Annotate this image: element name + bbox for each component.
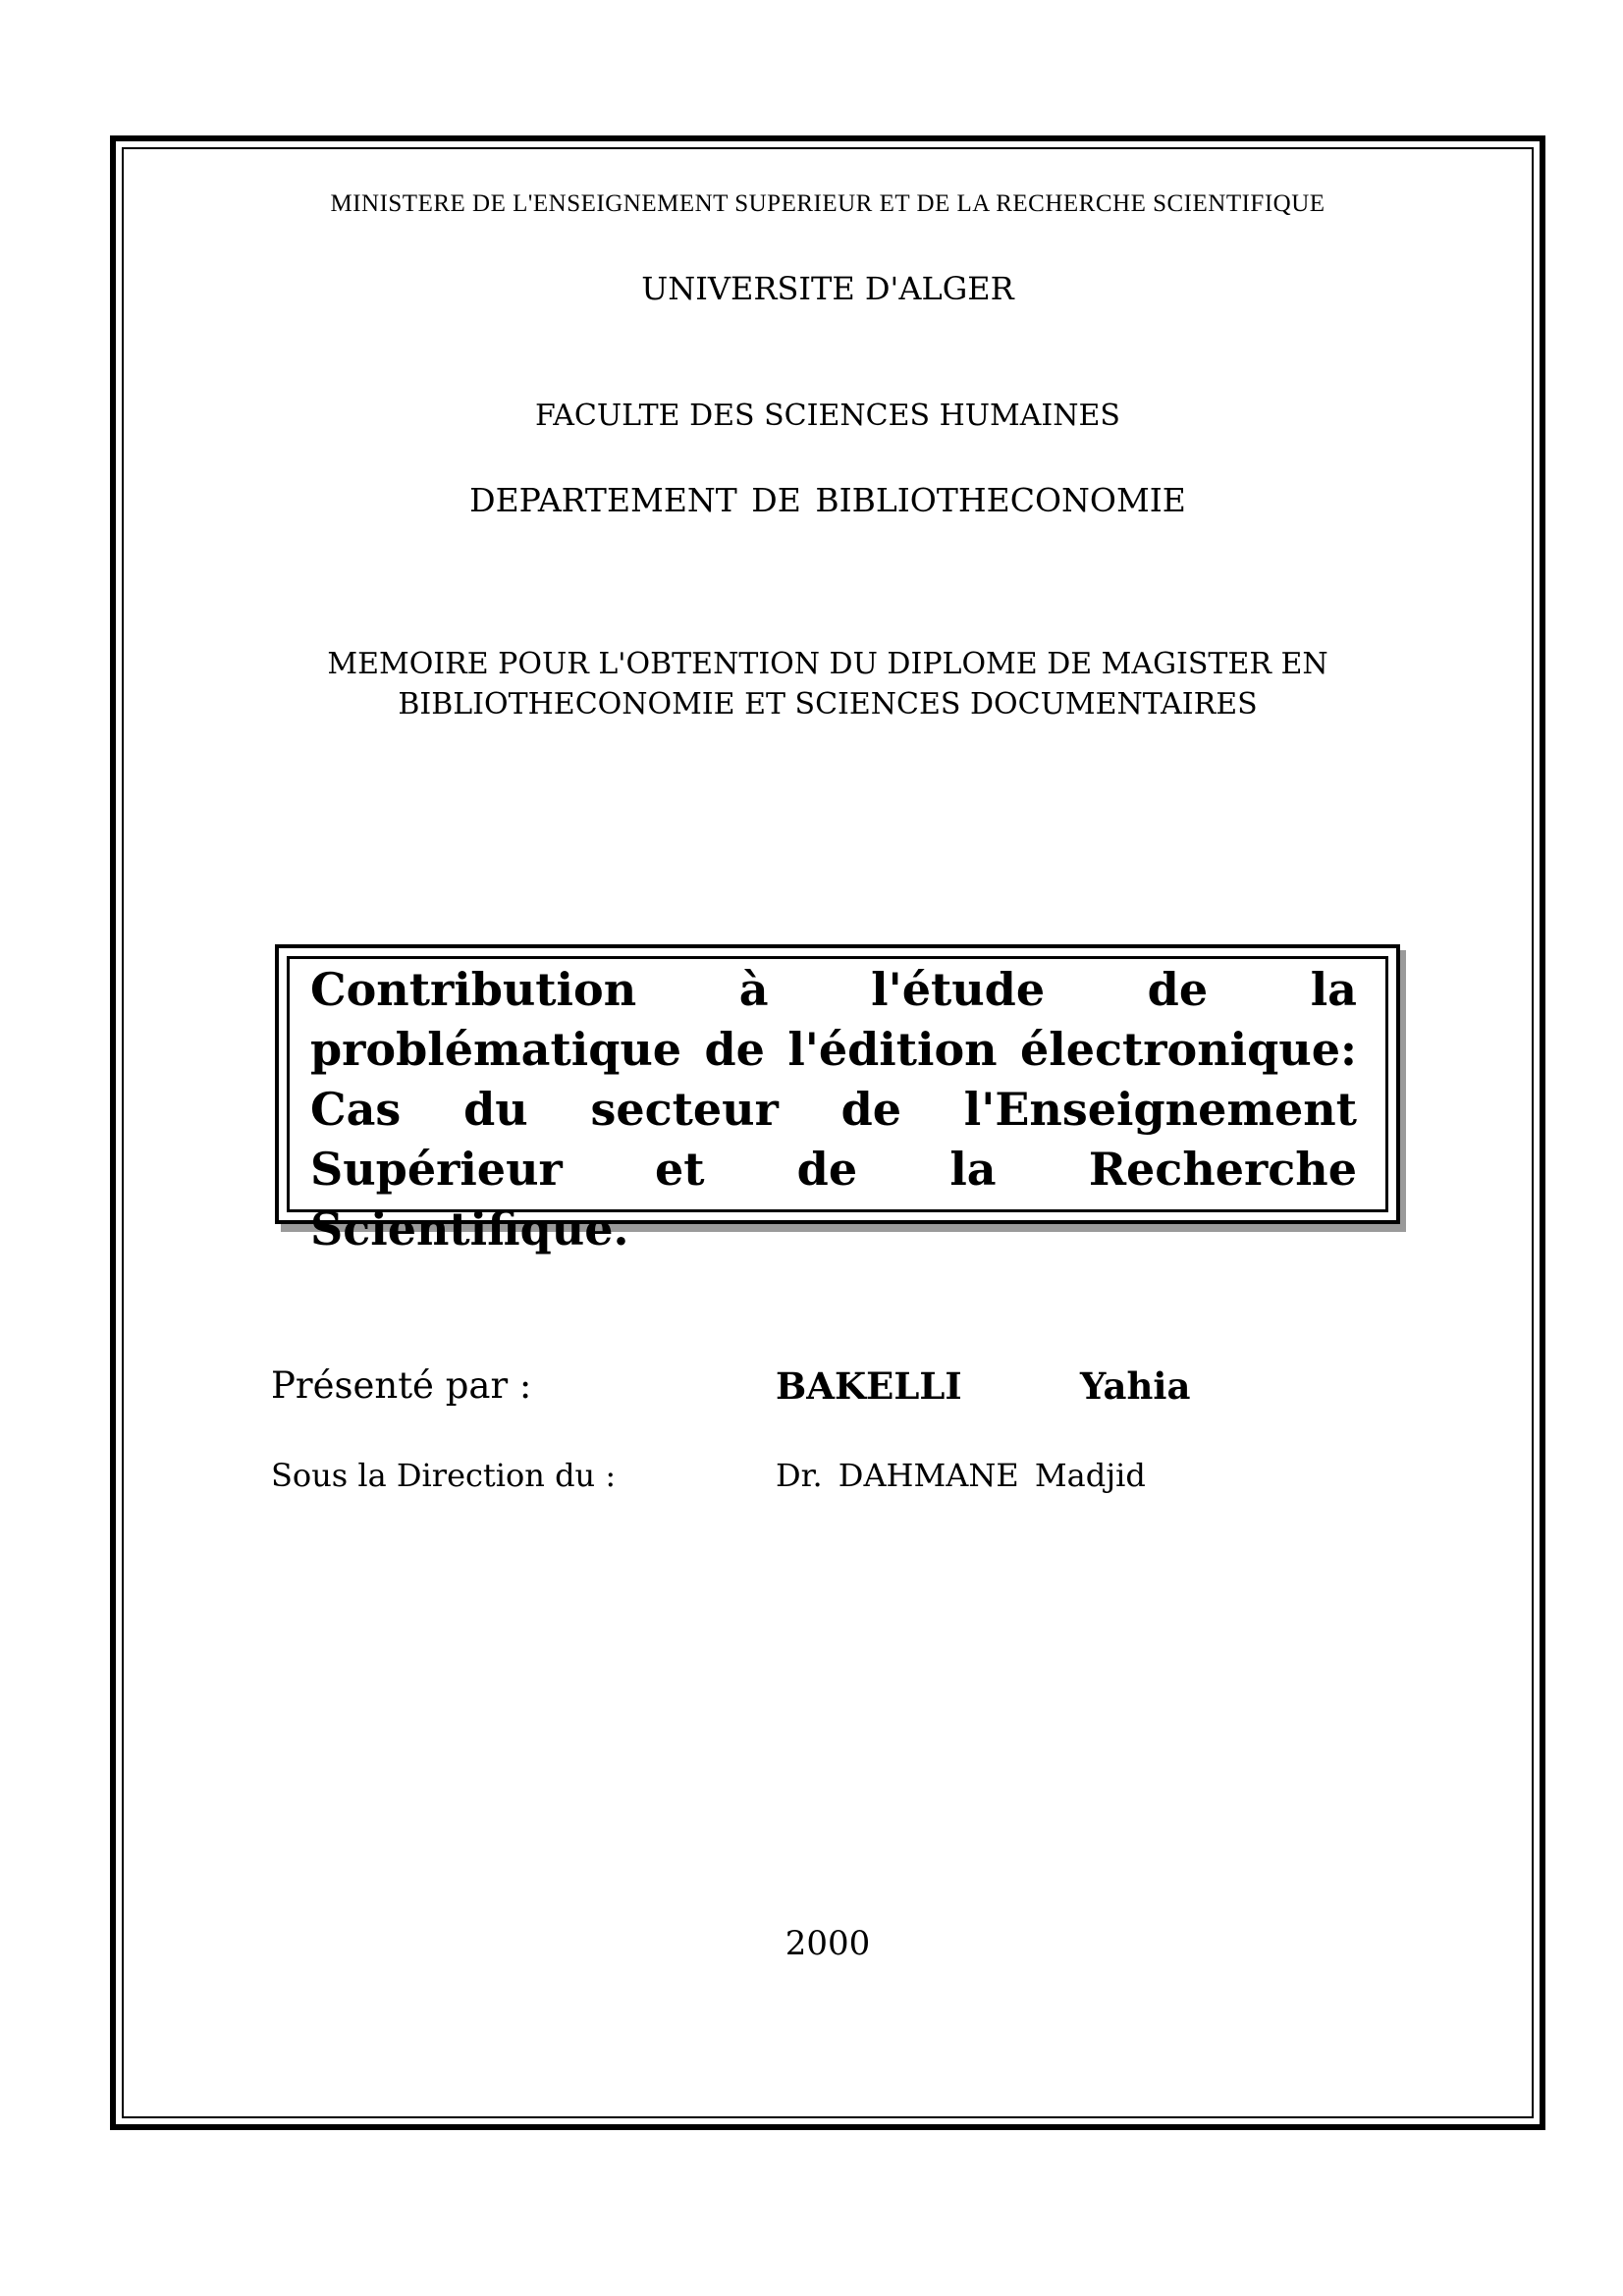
year: 2000 [784, 1924, 871, 1963]
department-heading: DEPARTEMENT DE BIBLIOTHECONOMIE [469, 481, 1186, 519]
faculty-heading: FACULTE DES SCIENCES HUMAINES [535, 399, 1120, 433]
author-last-name: BAKELLI [776, 1364, 962, 1408]
author-label: Présenté par : [271, 1364, 532, 1407]
memoire-line-1: MEMOIRE POUR L'OBTENTION DU DIPLOME DE MAGISTER EN [327, 647, 1328, 681]
memoire-line-2: BIBLIOTHECONOMIE ET SCIENCES DOCUMENTAIRES [398, 687, 1258, 721]
ministry-heading: MINISTERE DE L'ENSEIGNEMENT SUPERIEUR ET DE LA RECHERCHE SCIENTIFIQUE [330, 190, 1325, 217]
thesis-title: Contribution à l'étude de la problématique de l'édition électronique: Cas du secteur de l'Enseignement Supérieur et de la Recherche Scientifique. [310, 963, 1357, 1255]
supervision-label: Sous la Direction du : [271, 1457, 617, 1494]
supervisor-name: Dr. DAHMANE Madjid [776, 1457, 1146, 1494]
author-first-name: Yahia [1080, 1364, 1191, 1408]
university-heading: UNIVERSITE D'ALGER [641, 270, 1014, 307]
memoire-statement [122, 644, 1534, 724]
